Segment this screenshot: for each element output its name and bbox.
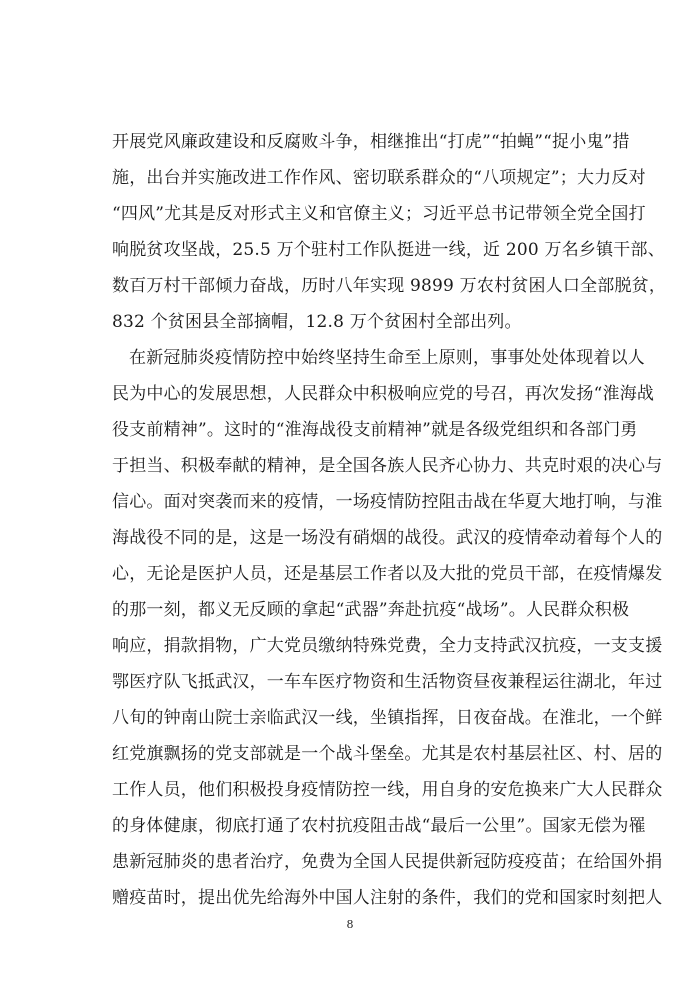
paragraph-1-line: 数百万村干部倾力奋战，历时八年实现 9899 万农村贫困人口全部脱贫， [112,276,667,296]
paragraph-2-line: 役支前精神”。这时的“淮海战役支前精神”就是各级党组织和各部门勇 [112,420,638,440]
paragraph-1-line: “四风”尤其是反对形式主义和官僚主义；习近平总书记带领全党全国打 [112,204,646,224]
paragraph-2-line: 民为中心的发展思想，人民群众中积极响应党的号召，再次发扬“淮海战 [112,384,655,404]
paragraph-2-line: 八旬的钟南山院士亲临武汉一线，坐镇指挥，日夜奋战。在淮北，一个鲜 [112,708,663,728]
paragraph-2-line: 在新冠肺炎疫情防控中始终坚持生命至上原则，事事处处体现着以人 [129,348,645,368]
paragraph-2-line: 的身体健康，彻底打通了农村抗疫阻击战“最后一公里”。国家无偿为罹 [112,816,646,836]
paragraph-1-line: 832 个贫困县全部摘帽，12.8 万个贫困村全部出列。 [112,312,522,332]
paragraph-1-line: 响脱贫攻坚战，25.5 万个驻村工作队挺进一线，近 200 万名乡镇干部、 [112,240,665,260]
paragraph-2-line: 患新冠肺炎的患者治疗，免费为全国人民提供新冠防疫疫苗；在给国外捐 [112,852,663,872]
paragraph-2-line: 红党旗飘扬的党支部就是一个战斗堡垒。尤其是农村基层社区、村、居的 [112,744,663,764]
paragraph-2-line: 于担当、积极奉献的精神，是全国各族人民齐心协力、共克时艰的决心与 [112,456,663,476]
paragraph-1-line: 开展党风廉政建设和反腐败斗争，相继推出“打虎”“拍蝇”“捉小鬼”措 [112,132,630,152]
paragraph-2-line: 心，无论是医护人员，还是基层工作者以及大批的党员干部，在疫情爆发 [112,564,663,584]
page-number: 8 [346,918,354,931]
paragraph-2-line: 工作人员，他们积极投身疫情防控一线，用自身的安危换来广大人民群众 [112,780,663,800]
paragraph-2-line: 信心。面对突袭而来的疫情，一场疫情防控阻击战在华夏大地打响，与淮 [112,492,663,512]
paragraph-2-line: 的那一刻，都义无反顾的拿起“武器”奔赴抗疫“战场”。人民群众积极 [112,600,630,620]
paragraph-2-line: 响应，捐款捐物，广大党员缴纳特殊党费，全力支持武汉抗疫，一支支援 [112,636,663,656]
paragraph-2-line: 赠疫苗时，提出优先给海外中国人注射的条件，我们的党和国家时刻把人 [112,888,663,908]
paragraph-1-line: 施，出台并实施改进工作作风、密切联系群众的“八项规定”；大力反对 [112,168,646,188]
paragraph-2-line: 海战役不同的是，这是一场没有硝烟的战役。武汉的疫情牵动着每个人的 [112,528,663,548]
body-text [112,124,667,916]
paragraph-2-line: 鄂医疗队飞抵武汉，一车车医疗物资和生活物资昼夜兼程运往湖北，年过 [112,672,663,692]
